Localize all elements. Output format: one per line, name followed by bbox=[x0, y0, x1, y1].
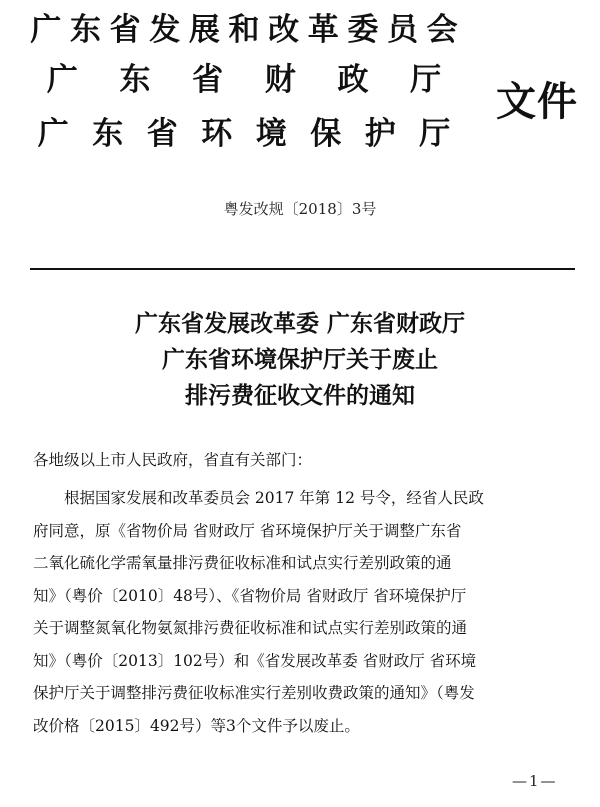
title-line-1: 广东省发展改革委 广东省财政厅 bbox=[134, 311, 465, 337]
issuer-char: 广 bbox=[30, 12, 62, 48]
body-line: 知》（粤价〔2010〕48号）、《省物价局 省财政厅 省环境保护厅 bbox=[33, 586, 467, 605]
document-type-label: 文件 bbox=[496, 79, 578, 125]
body-text bbox=[33, 482, 573, 742]
title-line-2: 广东省环境保护厅关于废止 bbox=[162, 347, 438, 373]
body-line: 二氧化硫化学需氧量排污费征收标准和试点实行差别政策的通 bbox=[33, 554, 452, 572]
issuer-line-2 bbox=[26, 58, 462, 102]
notice-title bbox=[0, 306, 600, 414]
issuer-char: 财 bbox=[264, 62, 296, 98]
issuer-char: 护 bbox=[364, 116, 396, 152]
issuer-char: 东 bbox=[92, 116, 124, 152]
issuer-char: 员 bbox=[386, 12, 418, 48]
issuer-char: 省 bbox=[192, 62, 224, 98]
issuer-char: 省 bbox=[109, 12, 141, 48]
issuer-char: 政 bbox=[337, 62, 369, 98]
body-line: 关于调整氮氧化物氨氮排污费征收标准和试点实行差别政策的通 bbox=[33, 619, 468, 637]
issuer-char: 广 bbox=[37, 116, 69, 152]
issuer-char: 改 bbox=[268, 12, 300, 48]
issuer-char: 厅 bbox=[410, 62, 442, 98]
issuer-char: 境 bbox=[255, 116, 287, 152]
document-header bbox=[26, 8, 586, 158]
document-number: 粤发改规〔2018〕3号 bbox=[223, 200, 377, 218]
issuer-char: 展 bbox=[188, 12, 220, 48]
issuer-char: 保 bbox=[310, 116, 342, 152]
page-number: —1— bbox=[512, 772, 558, 790]
body-line: 根据国家发展和改革委员会 2017 年第 12 号令，经省人民政 bbox=[33, 489, 484, 507]
issuer-char: 省 bbox=[146, 116, 178, 152]
issuer-char: 广 bbox=[46, 62, 78, 98]
issuer-line-3 bbox=[26, 112, 462, 156]
issuer-char: 委 bbox=[347, 12, 379, 48]
issuer-char: 发 bbox=[149, 12, 181, 48]
issuer-char: 和 bbox=[228, 12, 260, 48]
body-line: 知》（粤价〔2013〕102号）和《省发展改革委 省财政厅 省环境 bbox=[33, 651, 477, 670]
issuer-char: 革 bbox=[307, 12, 339, 48]
issuer-line-1 bbox=[26, 8, 462, 52]
header-divider bbox=[30, 268, 575, 270]
issuer-char: 厅 bbox=[419, 116, 451, 152]
body-line: 改价格〔2015〕492号）等3个文件予以废止。 bbox=[33, 716, 360, 735]
issuer-char: 会 bbox=[426, 12, 458, 48]
issuer-char: 环 bbox=[201, 116, 233, 152]
title-line-3: 排污费征收文件的通知 bbox=[185, 383, 415, 409]
issuer-char: 东 bbox=[119, 62, 151, 98]
salutation: 各地级以上市人民政府，省直有关部门： bbox=[33, 451, 313, 469]
body-line: 保护厅关于调整排污费征收标准实行差别收费政策的通知》（粤发 bbox=[33, 684, 475, 702]
body-line: 府同意，原《省物价局 省财政厅 省环境保护厅关于调整广东省 bbox=[33, 521, 462, 540]
issuer-char: 东 bbox=[69, 12, 101, 48]
